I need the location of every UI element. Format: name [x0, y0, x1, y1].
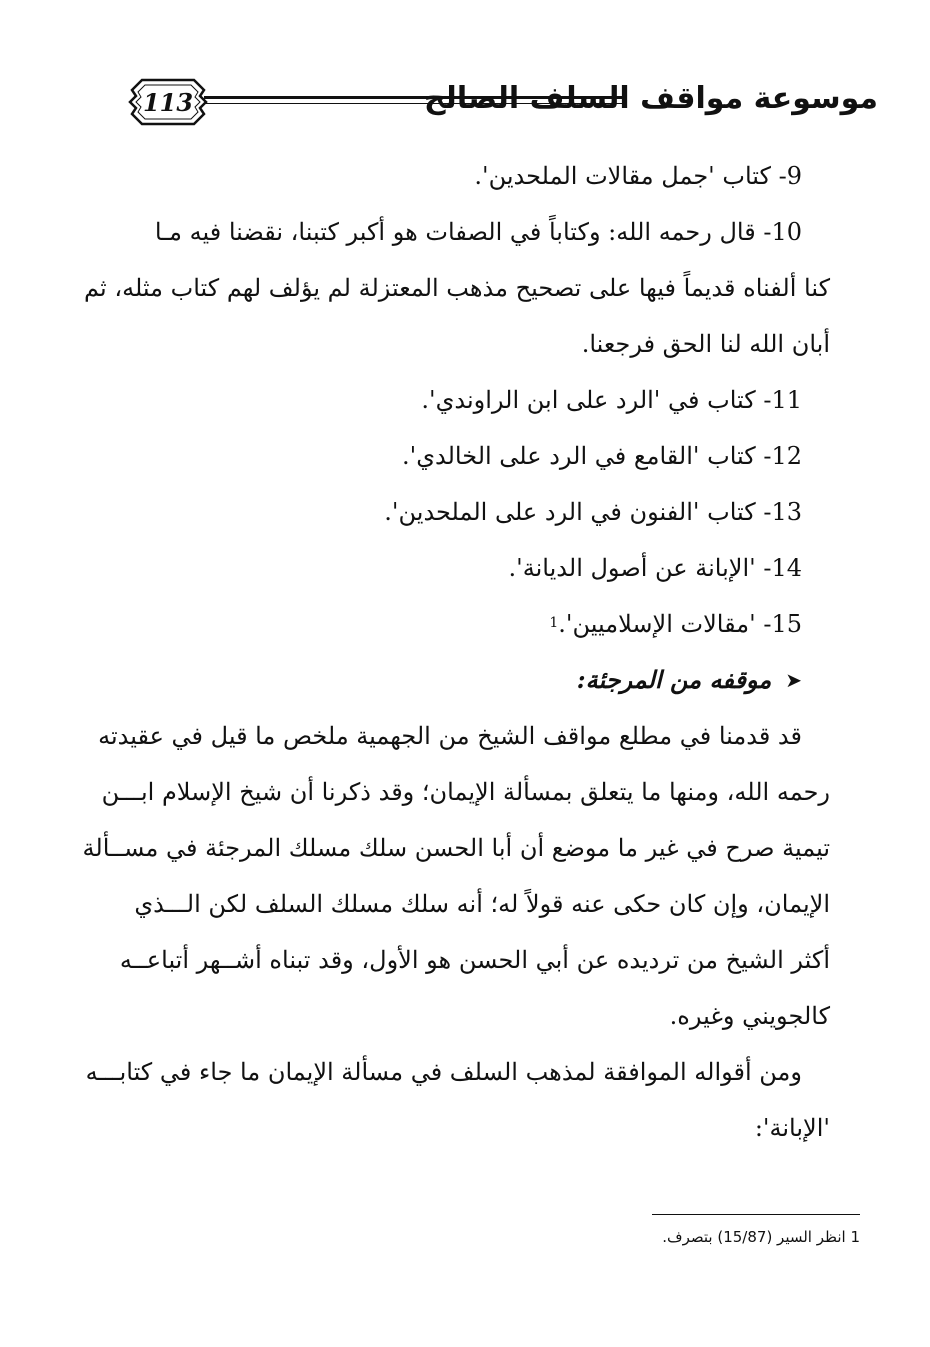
section-heading: ➤ موقفه من المرجئة:	[576, 665, 802, 694]
bullet-arrow-icon: ➤	[785, 667, 802, 692]
page-number: 113	[142, 87, 194, 117]
list-item: 15- 'مقالات الإسلاميين'. 1	[549, 610, 802, 638]
footnote-separator	[652, 1214, 860, 1215]
list-item: 10- قال رحمه الله: وكتاباً في الصفات هو أكبر كتبنا، نقضنا فيه مـا	[154, 218, 802, 246]
paragraph-line: رحمه الله، ومنها ما يتعلق بمسألة الإيمان؛ وقد ذكرنا أن شيخ الإسلام ابـــن	[101, 778, 830, 806]
list-item: 12- كتاب 'القامع في الرد على الخالدي'.	[401, 442, 802, 470]
paragraph-line: قد قدمنا في مطلع مواقف الشيخ من الجهمية ملخص ما قيل في عقيدته	[98, 722, 802, 750]
page-number-badge	[128, 76, 208, 128]
list-item: 9- كتاب 'جمل مقالات الملحدين'.	[474, 162, 802, 190]
paragraph-line: تيمية صرح في غير ما موضع أن أبا الحسن سلك مسلك المرجئة في مســألة	[82, 834, 830, 862]
paragraph-line: 'الإبانة':	[754, 1114, 830, 1142]
paragraph-line: كنا ألفناه قديماً فيها على تصحيح مذهب المعتزلة لم يؤلف لهم كتاب مثله، ثم	[84, 274, 830, 302]
footnote-marker: 1	[549, 615, 559, 632]
page-header	[118, 62, 878, 142]
series-title: موسوعة مواقف السلف الصالح	[423, 81, 878, 116]
list-item: 13- كتاب 'الفنون في الرد على الملحدين'.	[384, 498, 802, 526]
paragraph-line: أكثر الشيخ من ترديده عن أبي الحسن هو الأول، وقد تبناه أشــهر أتباعــه	[119, 946, 830, 974]
footnote: 1 انظر السير (15/87) بتصرف.	[662, 1228, 860, 1246]
list-item: 11- كتاب في 'الرد على ابن الراوندي'.	[421, 386, 802, 414]
paragraph-line: كالجويني وغيره.	[669, 1002, 830, 1030]
paragraph-line: ومن أقواله الموافقة لمذهب السلف في مسألة الإيمان ما جاء في كتابـــه	[85, 1058, 802, 1086]
paragraph-line: أبان الله لنا الحق فرجعنا.	[581, 330, 830, 358]
paragraph-line: الإيمان، وإن كان حكى عنه قولاً له؛ أنه سلك مسلك السلف لكن الـــذي	[134, 890, 830, 918]
list-item: 14- 'الإبانة عن أصول الديانة'.	[508, 554, 802, 582]
page-body	[82, 148, 830, 1156]
